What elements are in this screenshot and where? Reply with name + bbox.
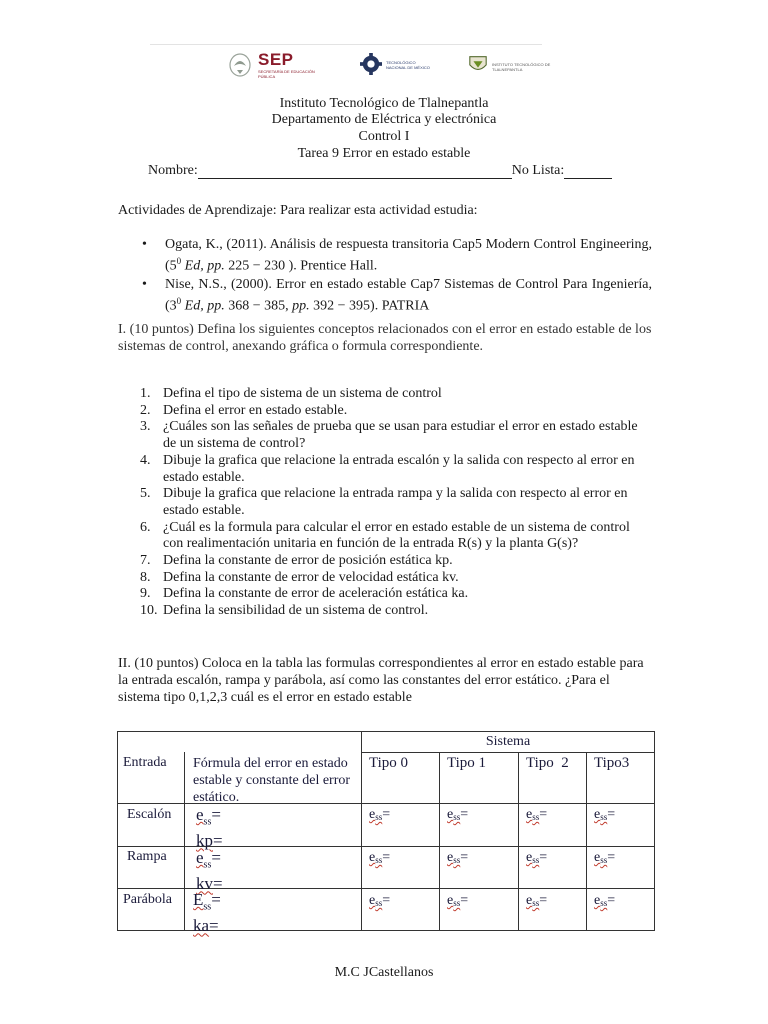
- table-border-top: [117, 731, 655, 732]
- tipo1-header: Tipo 1: [447, 755, 487, 771]
- question-item: 3. ¿Cuáles son las señales de prueba que se usan para estudiar el error en estado estable de un sistema de control?: [140, 419, 638, 452]
- tecnm-text: TECNOLÓGICO NACIONAL DE MÉXICO: [386, 60, 430, 70]
- table-col-tipo0: [439, 752, 440, 931]
- institute-name: Instituto Tecnológico de Tlalnepantla: [279, 96, 489, 111]
- question-item: 2. Defina el error en estado estable.: [140, 402, 348, 418]
- table-border-left: [117, 731, 118, 931]
- ess-cell[interactable]: $e_{ss}=$: [369, 850, 391, 865]
- question-item: 10. Defina la sensibilidad de un sistema de control.: [140, 603, 429, 619]
- reference-item: • Nise, N.S., (2000). Error en estado estable Cap7 Sistemas de Control Para Ingeniería, ($3^0$ Ed, pp. 368 − 385, pp. 392 − 395). PATRIA: [142, 276, 652, 314]
- table-col-tipo1: [518, 752, 519, 931]
- formula-header: Fórmula del error en estado estable y constante del error estático.: [193, 756, 351, 805]
- row-label-parabola: Parábola: [123, 892, 172, 907]
- header-rule: [150, 44, 542, 45]
- question-item: 6. ¿Cuál es la formula para calcular el error en estado estable de un sistema de control con realimentación unitaria en función de la entrada R(s) y la planta G(s)?: [140, 519, 630, 552]
- sistema-header: Sistema: [485, 734, 531, 749]
- ess-cell[interactable]: $e_{ss}=$: [369, 807, 391, 822]
- formula-escalon: $e_{ss}=$ kp=: [196, 805, 223, 851]
- section1-intro: I. (10 puntos) Defina los siguientes conceptos relacionados con el error en estado estable de los sistemas de control, anexando gráfica o formula correspondiente.: [118, 322, 652, 354]
- name-field-line: [148, 163, 628, 179]
- question-item: 8. Defina la constante de error de velocidad estática kv.: [140, 569, 459, 585]
- question-item: 9. Defina la constante de error de aceleración estática ka.: [140, 586, 469, 602]
- ess-cell[interactable]: $e_{ss}=$: [526, 893, 548, 908]
- gear-emblem-icon: [360, 52, 382, 76]
- error-table: [117, 731, 655, 936]
- reference-item: • Ogata, K., (2011). Análisis de respuesta transitoria Cap5 Modern Control Engineering, ($5^0$ Ed, pp. 225 − 230 ). Prentice Hall.: [142, 237, 652, 274]
- tipo0-header: Tipo 0: [369, 755, 409, 771]
- row-label-escalon: Escalón: [127, 807, 172, 822]
- question-item: 4. Dibuje la grafica que relacione la entrada escalón y la salida con respecto al error en estado estable.: [140, 452, 635, 485]
- sep-subtitle: SECRETARÍA DE EDUCACIÓN PÚBLICA: [258, 69, 315, 79]
- table-col-entrada: [184, 752, 185, 931]
- question-list: [140, 386, 652, 620]
- ess-cell[interactable]: $e_{ss}=$: [526, 850, 548, 865]
- itt-text: INSTITUTO TECNOLÓGICO DE TLALNEPANTLA: [492, 62, 551, 72]
- question-item: 7. Defina la constante de error de posición estática kp.: [140, 553, 453, 569]
- formula-parabola: $E_{ss}=$ ka=: [193, 890, 221, 936]
- question-item: 1. Defina el tipo de sistema de un sistema de control: [140, 386, 442, 401]
- list-number-blank[interactable]: [564, 165, 612, 179]
- author-footer: M.C JCastellanos: [334, 965, 434, 980]
- activities-intro: Actividades de Aprendizaje: Para realizar esta actividad estudia:: [118, 203, 478, 218]
- table-col-tipo2: [586, 752, 587, 931]
- tipo3-header: Tipo3: [594, 755, 630, 771]
- reference-list: [140, 236, 652, 315]
- ess-cell[interactable]: $e_{ss}=$: [369, 893, 391, 908]
- department-name: Departamento de Eléctrica y electrónica: [271, 112, 497, 127]
- bullet-icon: •: [142, 276, 147, 292]
- tecnm-logo: [360, 52, 430, 81]
- table-col-formula: [361, 731, 362, 931]
- shield-icon: [468, 54, 488, 74]
- ess-cell[interactable]: $e_{ss}=$: [594, 807, 616, 822]
- entrada-header: Entrada: [123, 755, 167, 770]
- formula-rampa: $e_{ss}=$ kv=: [196, 848, 223, 894]
- row-label-rampa: Rampa: [127, 849, 167, 864]
- table-rule-sistema: [361, 752, 655, 753]
- list-label: No Lista:: [511, 163, 565, 178]
- itt-logo: [468, 54, 551, 79]
- sep-wordmark: SEP: [258, 50, 294, 69]
- ess-cell[interactable]: $e_{ss}=$: [526, 807, 548, 822]
- name-label: Nombre:: [148, 163, 198, 178]
- bullet-icon: •: [142, 237, 147, 252]
- tipo2-header: Tipo 2: [526, 755, 569, 771]
- assignment-title: Tarea 9 Error en estado estable: [297, 146, 471, 161]
- table-border-right: [654, 731, 655, 931]
- ess-cell[interactable]: $e_{ss}=$: [447, 850, 469, 865]
- ess-cell[interactable]: $e_{ss}=$: [594, 893, 616, 908]
- ess-cell[interactable]: $e_{ss}=$: [447, 807, 469, 822]
- eagle-seal-icon: [228, 52, 252, 78]
- course-name: Control I: [358, 129, 410, 144]
- question-item: 5. Dibuje la grafica que relacione la entrada rampa y la salida con respecto al error en estado estable.: [140, 486, 628, 518]
- section2-intro: II. (10 puntos) Coloca en la tabla las formulas correspondientes al error en estado estable para la entrada escalón, rampa y parábola, así como las constantes del error estático. ¿Para el sistema tipo 0,1,2,3 cuál es el error en estado estable: [118, 656, 644, 705]
- name-blank[interactable]: [198, 165, 512, 179]
- ess-cell[interactable]: $e_{ss}=$: [447, 893, 469, 908]
- logo-strip: [150, 44, 551, 84]
- ess-cell[interactable]: $e_{ss}=$: [594, 850, 616, 865]
